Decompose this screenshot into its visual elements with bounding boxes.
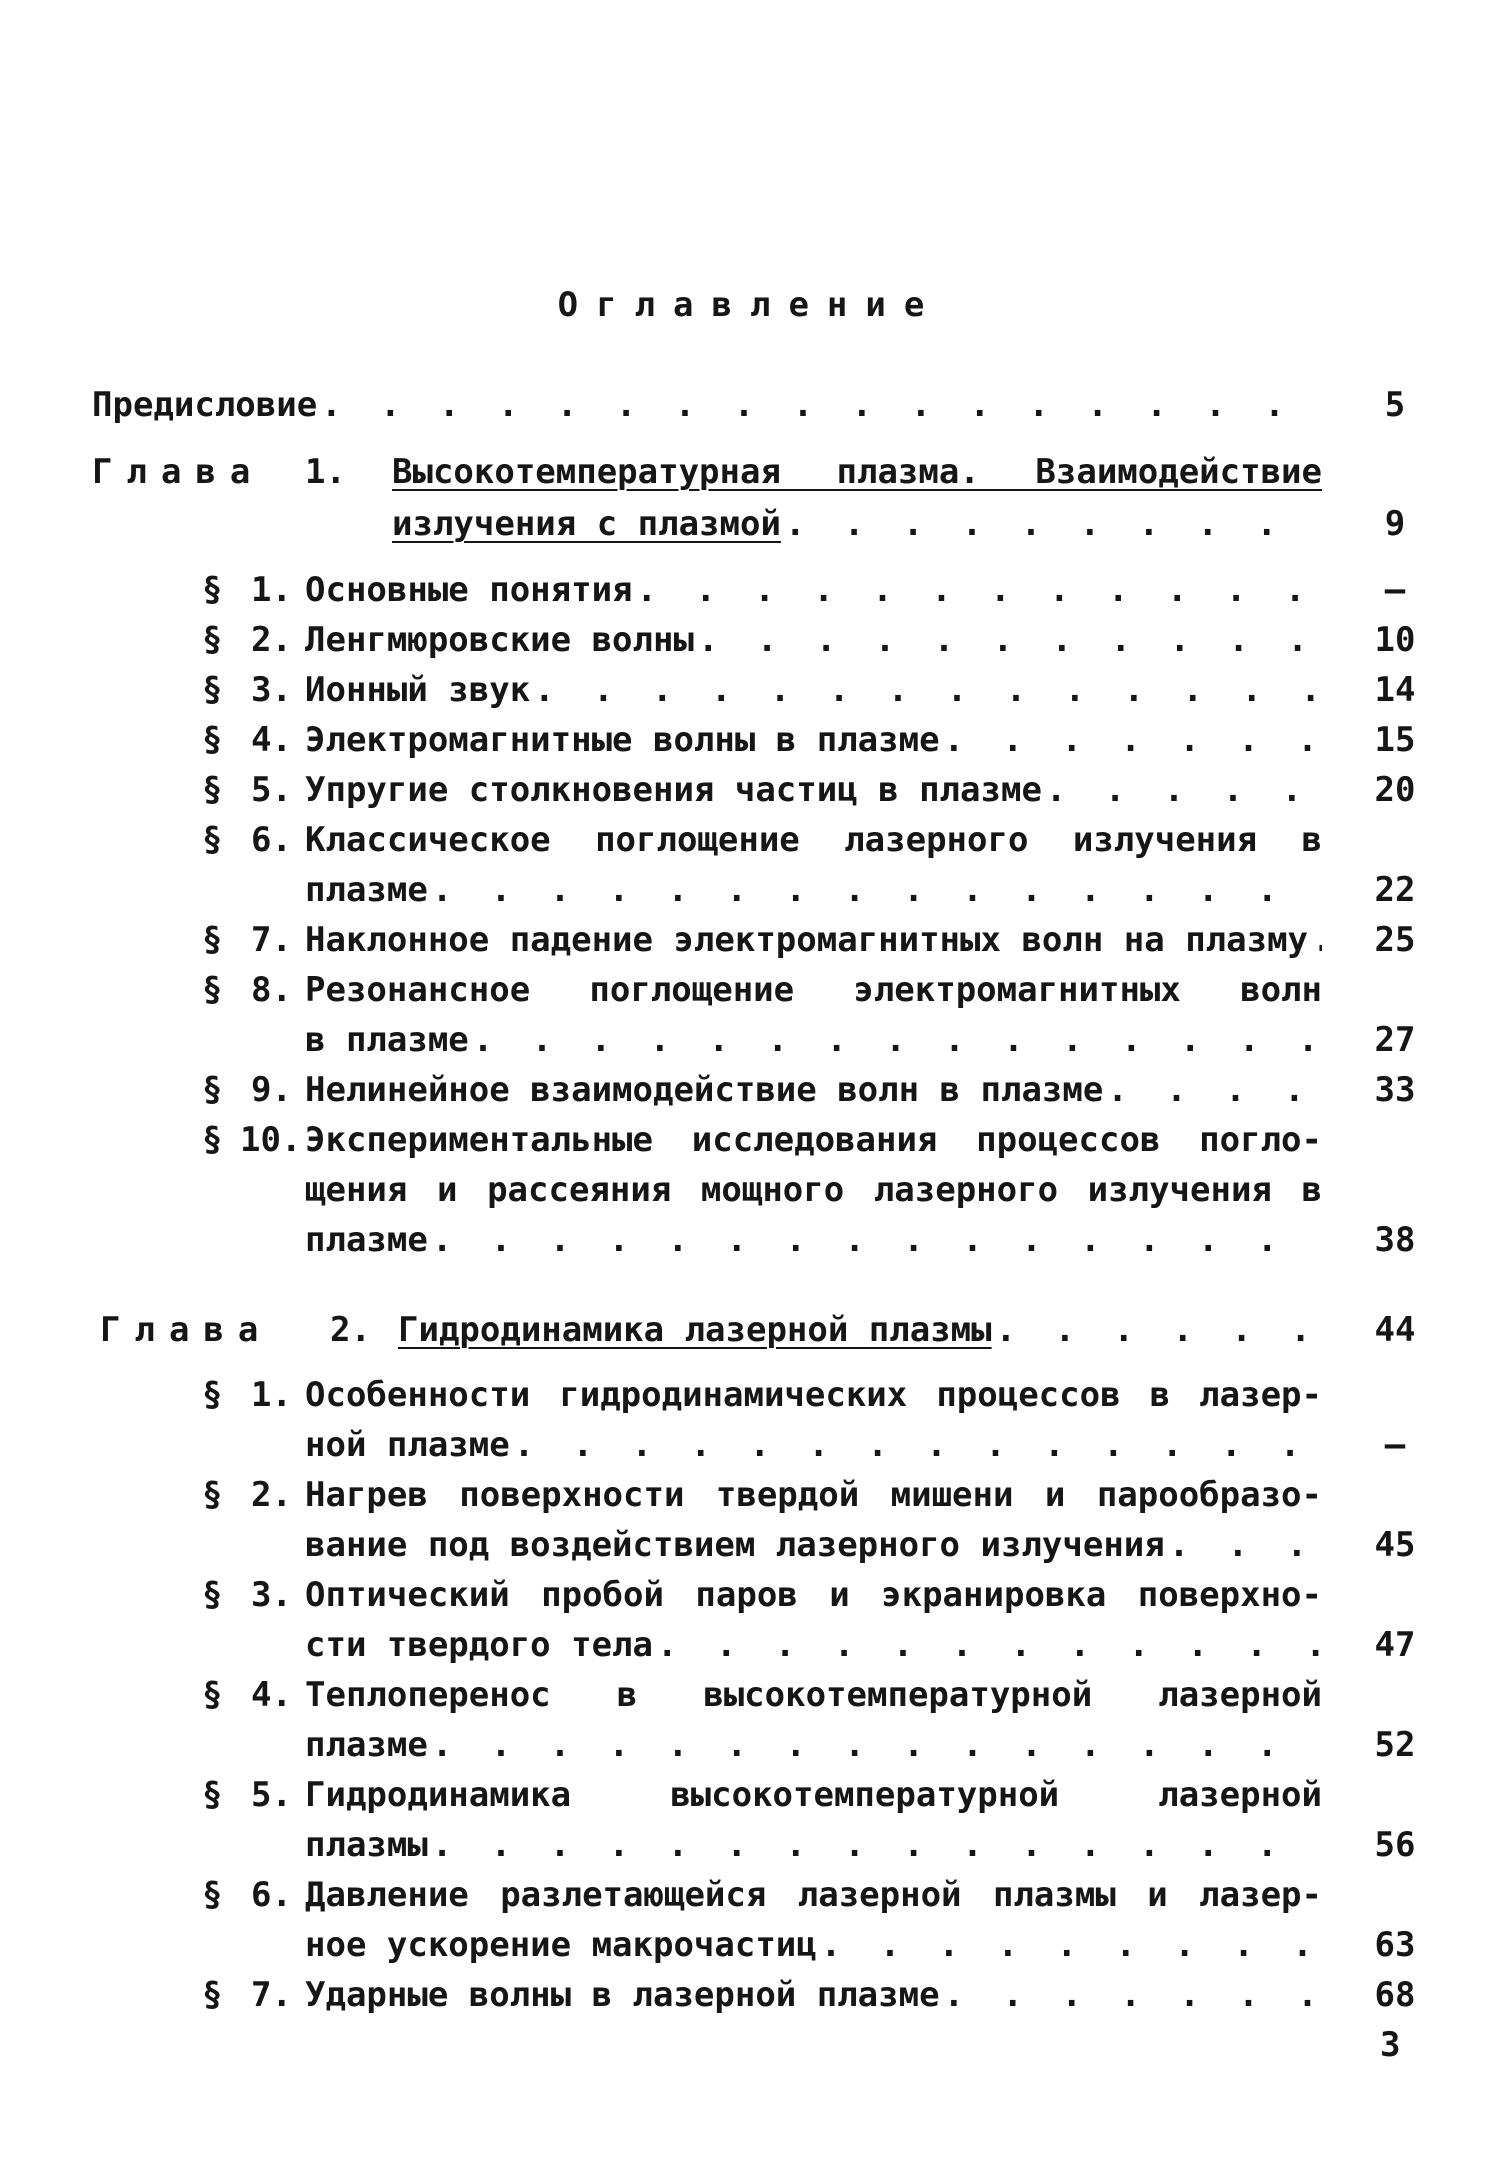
section-number: 6.: [251, 820, 292, 860]
section-page: 15: [1374, 720, 1416, 760]
section-text: в плазме: [305, 1020, 469, 1060]
section-line: [305, 1420, 1322, 1470]
section-number: 5.: [251, 1775, 292, 1815]
section-line: [305, 1115, 1322, 1165]
chapter1-page: 9: [1384, 504, 1406, 544]
page-number: 3: [1380, 2025, 1401, 2065]
section-page: –: [1384, 570, 1406, 610]
section-page: 20: [1374, 770, 1416, 810]
section-number: 1.: [251, 1375, 292, 1415]
section-number: 8.: [251, 970, 292, 1010]
section-sign: §: [202, 1475, 223, 1515]
section-number: 4.: [251, 720, 292, 760]
toc-foreword-page: 5: [1384, 385, 1406, 425]
section-text: Теплоперенос в высокотемпературной лазерной: [305, 1675, 1322, 1715]
section-line: [305, 1015, 1322, 1065]
section-text: Электромагнитные волны в плазме: [305, 720, 940, 760]
section-number: 4.: [251, 1675, 292, 1715]
section-page: 56: [1374, 1825, 1416, 1865]
section-text: Давление разлетающейся лазерной плазмы и лазер-: [305, 1875, 1322, 1915]
section-text: плазме: [305, 870, 428, 910]
section-text: Нелинейное взаимодействие волн в плазме: [305, 1070, 1104, 1110]
section-line: [305, 765, 1322, 815]
section-sign: §: [202, 570, 223, 610]
section-number: 1.: [251, 570, 292, 610]
section-line: [305, 615, 1322, 665]
section-text: плазмы: [305, 1825, 428, 1865]
section-text: ное ускорение макрочастиц: [305, 1925, 817, 1965]
chapter1-label: Глава: [92, 452, 265, 492]
section-text: Гидродинамика высокотемпературной лазерной: [305, 1775, 1322, 1815]
section-sign: §: [202, 1875, 223, 1915]
section-number: 7.: [251, 920, 292, 960]
chapter2-title-row: [398, 1305, 1322, 1355]
section-sign: §: [202, 1975, 223, 2015]
section-sign: §: [202, 770, 223, 810]
section-text: Ионный звук: [305, 670, 531, 710]
section-text: плазме: [305, 1220, 428, 1260]
section-text: Нагрев поверхности твердой мишени и парообразо-: [305, 1475, 1322, 1515]
section-text: плазме: [305, 1725, 428, 1765]
section-number: 3.: [251, 1575, 292, 1615]
chapter2-label: Глава: [100, 1310, 273, 1350]
section-text: Упругие столкновения частиц в плазме: [305, 770, 1042, 810]
section-line: [305, 1870, 1322, 1920]
section-line: [305, 1520, 1322, 1570]
section-line: [305, 1820, 1322, 1870]
section-line: [305, 1570, 1322, 1620]
section-sign: §: [202, 1775, 223, 1815]
section-page: –: [1384, 1425, 1406, 1465]
section-number: 7.: [251, 1975, 292, 2015]
chapter2-title: Гидродинамика лазерной плазмы: [398, 1310, 992, 1350]
section-line: [305, 1770, 1322, 1820]
section-page: 14: [1374, 670, 1416, 710]
section-line: [305, 1065, 1322, 1115]
section-text: Экспериментальные исследования процессов погло-: [305, 1120, 1322, 1160]
section-line: [305, 815, 1322, 865]
section-sign: §: [202, 820, 223, 860]
section-number: 3.: [251, 670, 292, 710]
section-sign: §: [202, 1575, 223, 1615]
section-text: Основные понятия: [305, 570, 633, 610]
section-text: сти твердого тела: [305, 1625, 653, 1665]
section-page: 68: [1374, 1975, 1416, 2015]
section-page: 38: [1374, 1220, 1416, 1260]
section-sign: §: [202, 670, 223, 710]
section-line: [305, 915, 1322, 965]
section-page: 45: [1374, 1525, 1416, 1565]
chapter1-number: 1.: [305, 452, 346, 492]
chapter1-title-line1: Высокотемпературная плазма. Взаимодействие: [392, 452, 1322, 492]
section-line: [305, 1970, 1322, 2020]
section-text: Классическое поглощение лазерного излучения в: [305, 820, 1322, 860]
chapter1-title-line1-wrap: [392, 447, 1322, 497]
section-text: Ленгмюровские волны: [305, 620, 694, 660]
section-sign: §: [202, 620, 223, 660]
section-text: Оптический пробой паров и экранировка поверхно-: [305, 1575, 1322, 1615]
section-page: 27: [1374, 1020, 1416, 1060]
section-page: 25: [1374, 920, 1416, 960]
section-number: 2.: [251, 1475, 292, 1515]
chapter2-number: 2.: [330, 1310, 371, 1350]
section-text: ной плазме: [305, 1425, 510, 1465]
section-number: 6.: [251, 1875, 292, 1915]
section-number: 2.: [251, 620, 292, 660]
section-line: [305, 1670, 1322, 1720]
section-line: [305, 565, 1322, 615]
chapter2-page: 44: [1374, 1310, 1416, 1350]
section-sign: §: [202, 1375, 223, 1415]
page-title: Оглавление: [557, 285, 943, 325]
section-line: [305, 715, 1322, 765]
section-line: [305, 865, 1322, 915]
toc-foreword-text: Предисловие: [92, 385, 318, 425]
section-line: [305, 1720, 1322, 1770]
section-sign: §: [202, 1070, 223, 1110]
section-number: 5.: [251, 770, 292, 810]
chapter1-title-line2: излучения с плазмой: [392, 504, 781, 544]
section-line: [305, 1620, 1322, 1670]
section-text: Резонансное поглощение электромагнитных волн: [305, 970, 1322, 1010]
section-sign: §: [202, 720, 223, 760]
section-line: [305, 1215, 1322, 1265]
toc-foreword: [92, 380, 1322, 430]
section-line: [305, 965, 1322, 1015]
section-sign: §: [202, 970, 223, 1010]
section-text: щения и рассеяния мощного лазерного излучения в: [305, 1170, 1322, 1210]
section-sign: §: [202, 1120, 223, 1160]
chapter1-title-line2-row: [392, 499, 1322, 549]
section-number: 10.: [240, 1120, 302, 1160]
section-line: [305, 1165, 1322, 1215]
section-sign: §: [202, 920, 223, 960]
section-text: Особенности гидродинамических процессов в лазер-: [305, 1375, 1322, 1415]
section-number: 9.: [251, 1070, 292, 1110]
section-line: [305, 1470, 1322, 1520]
section-text: вание под воздействием лазерного излучения: [305, 1525, 1165, 1565]
section-page: 52: [1374, 1725, 1416, 1765]
section-page: 33: [1374, 1070, 1416, 1110]
section-text: Наклонное падение электромагнитных волн на плазму: [305, 920, 1309, 960]
section-line: [305, 1920, 1322, 1970]
section-sign: §: [202, 1675, 223, 1715]
section-line: [305, 1370, 1322, 1420]
section-text: Ударные волны в лазерной плазме: [305, 1975, 940, 2015]
section-page: 22: [1374, 870, 1416, 910]
section-line: [305, 665, 1322, 715]
section-page: 47: [1374, 1625, 1416, 1665]
section-page: 63: [1374, 1925, 1416, 1965]
section-page: 10: [1374, 620, 1416, 660]
